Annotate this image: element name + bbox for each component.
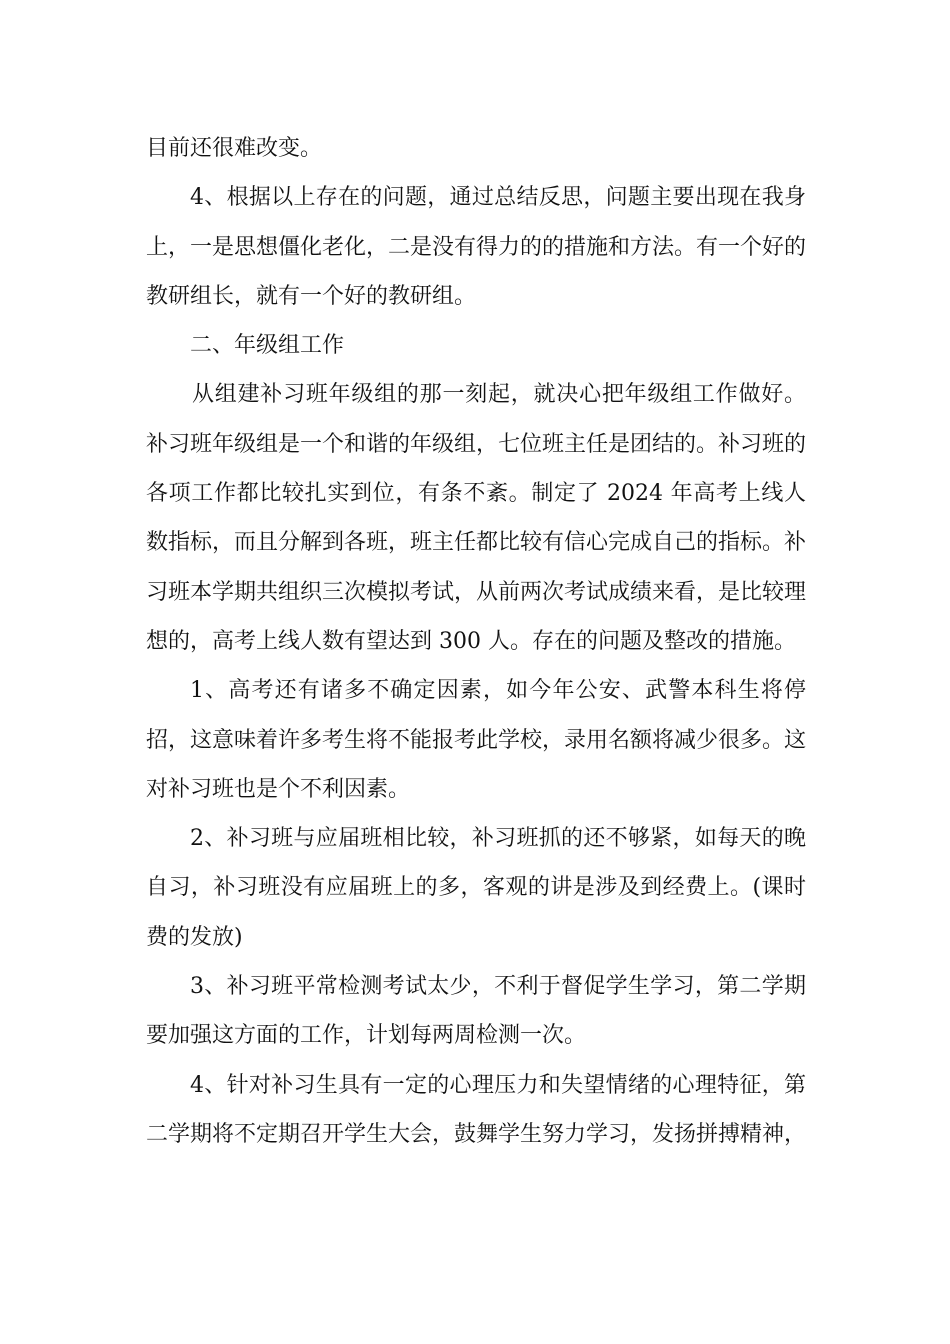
document-page bbox=[146, 124, 806, 1159]
paragraph-item-3-testing: 3、补习班平常检测考试太少，不利于督促学生学习，第二学期要加强这方面的工作，计划每两周检测一次。 bbox=[146, 974, 806, 1049]
paragraph-item-2-comparison: 2、补习班与应届班相比较，补习班抓的还不够紧，如每天的晚自习，补习班没有应届班上的多，客观的讲是涉及到经费上。(课时费的发放) bbox=[146, 826, 806, 950]
paragraph-item-1-exam-factors: 1、高考还有诸多不确定因素，如今年公安、武警本科生将停招，这意味着许多考生将不能报考此学校，录用名额将减少很多。这对补习班也是个不利因素。 bbox=[146, 678, 807, 802]
paragraph-continuation: 目前还很难改变。 bbox=[146, 136, 323, 161]
paragraph-grade-group-summary: 从组建补习班年级组的那一刻起，就决心把年级组工作做好。补习班年级组是一个和谐的年级组，七位班主任是团结的。补习班的各项工作都比较扎实到位，有条不紊。制定了 2024 年高考上线人数指标，而且分解到各班，班主任都比较有信心完成自己的指标。补习班本学期共组织三次模拟考试，从前两次考试成绩来看，是比较理想的，高考上线人数有望达到 300 人。存在的问题及整改的措施。 bbox=[146, 382, 807, 654]
paragraph-item-4-psychology: 4、针对补习生具有一定的心理压力和失望情绪的心理特征，第二学期将不定期召开学生大会，鼓舞学生努力学习，发扬拼搏精神， bbox=[146, 1072, 807, 1147]
paragraph-item-4-reflection: 4、根据以上存在的问题，通过总结反思，问题主要出现在我身上，一是思想僵化老化，二是没有得力的的措施和方法。有一个好的教研组长，就有一个好的教研组。 bbox=[146, 185, 807, 309]
section-heading-grade-group: 二、年级组工作 bbox=[190, 333, 345, 359]
